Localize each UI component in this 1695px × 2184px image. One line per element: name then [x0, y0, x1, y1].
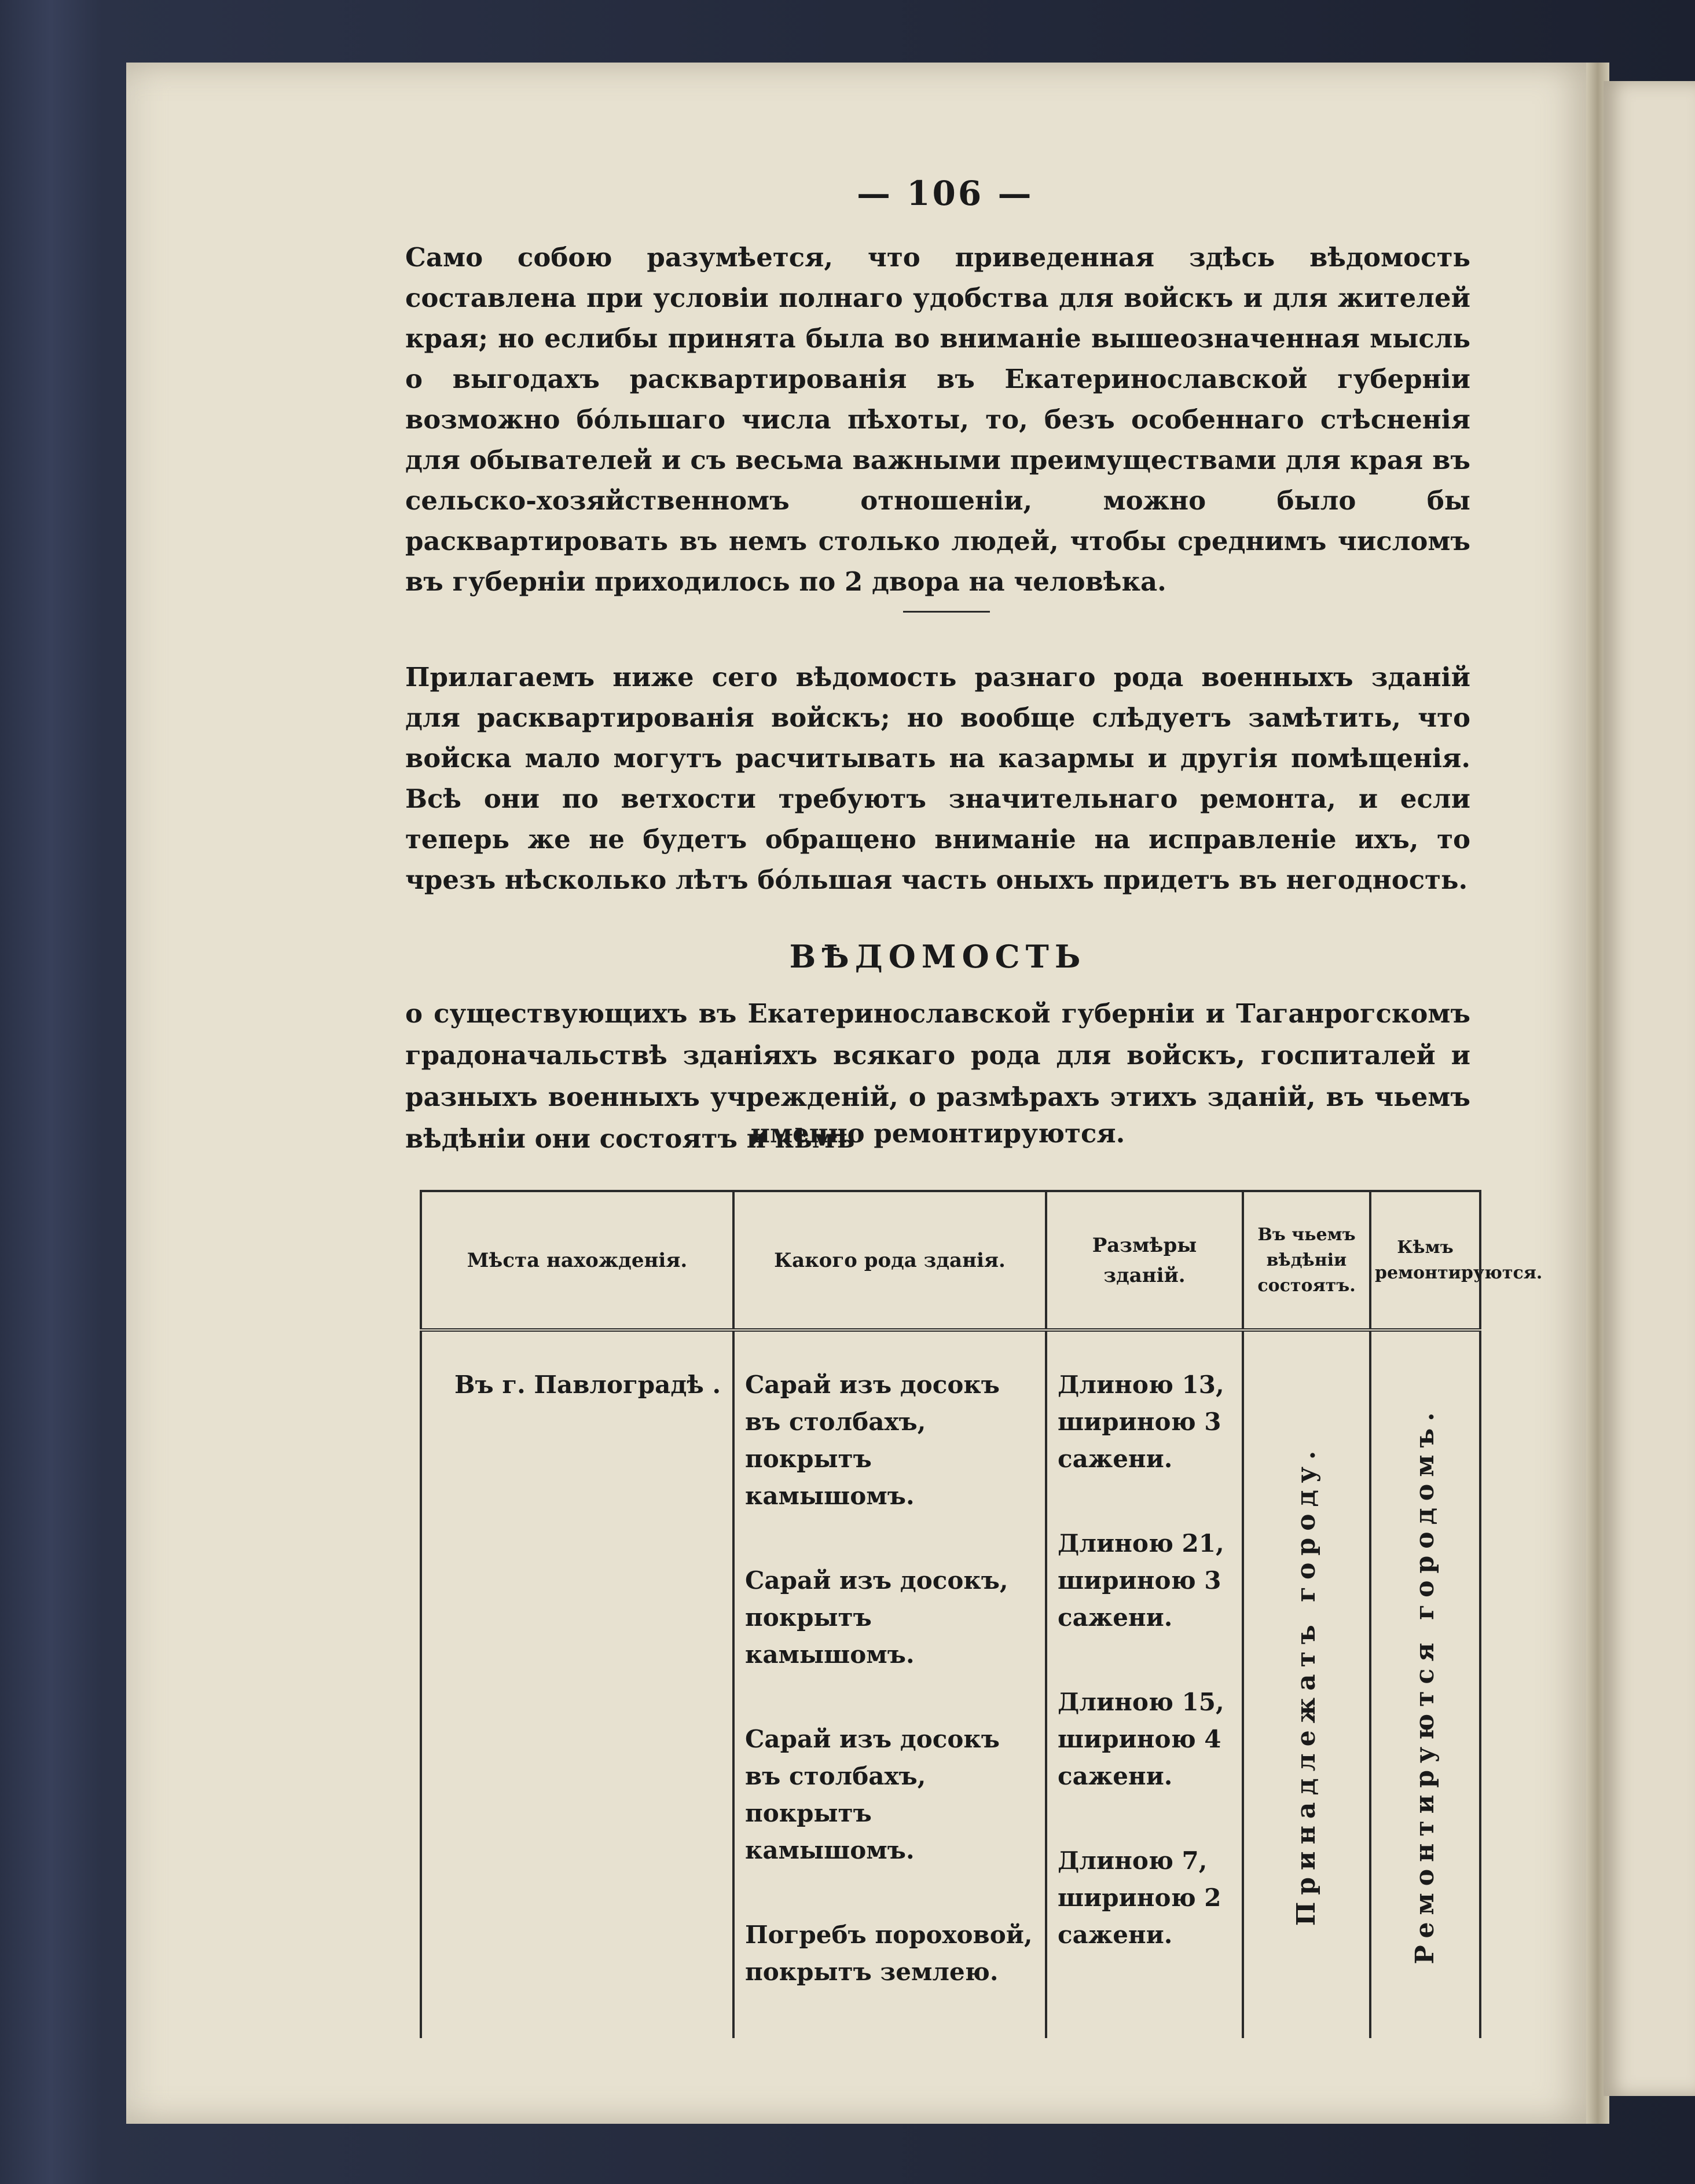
- building-type-1: Сарай изъ досокъ въ столбахъ, покрытъ камышомъ.: [745, 1371, 1000, 1510]
- buildings-table: [420, 1190, 1543, 2038]
- header-jurisdiction: Въ чьемъ вѣдѣніи состоятъ.: [1243, 1191, 1370, 1330]
- location-text: Въ г. Павлоградѣ .: [454, 1371, 721, 1399]
- building-size-2: Длиною 21, шириною 3 сажени.: [1058, 1529, 1224, 1632]
- page-number: — 106 —: [857, 174, 1034, 213]
- building-size-1: Длиною 13, шириною 3 сажени.: [1058, 1371, 1224, 1473]
- building-size-4: Длиною 7, шириною 2 сажени.: [1058, 1846, 1221, 1949]
- header-building-type: Какого рода зданія.: [733, 1191, 1046, 1330]
- cell-building-types: [733, 1330, 1046, 2038]
- document-heading: ВѢДОМОСТЬ: [789, 938, 1087, 975]
- building-size-3: Длиною 15, шириною 4 сажени.: [1058, 1688, 1224, 1790]
- table-row: [421, 1330, 1480, 2038]
- document-subtitle-end: именно ремонтируются.: [750, 1118, 1125, 1149]
- header-dimensions: Размѣры зданій.: [1046, 1191, 1243, 1330]
- building-type-4: Погребъ пороховой, покрытъ землею.: [745, 1921, 1033, 1986]
- header-location: Мѣста нахожденія.: [421, 1191, 733, 1330]
- cell-dimensions: [1046, 1330, 1243, 2038]
- document-subtitle: о существующихъ въ Екатеринославской губерніи и Таганрогскомъ градоначальствѣ зданіяхъ всякаго рода для войскъ, госпиталей и разныхъ военныхъ учрежденій, о размѣрахъ этихъ зданій, въ чьемъ вѣдѣніи они состоятъ и кѣмъ: [405, 998, 1470, 1154]
- cell-repair: [1370, 1330, 1480, 2038]
- building-type-2: Сарай изъ досокъ, покрытъ камышомъ.: [745, 1566, 1008, 1669]
- repair-text: Ремонтируются городомъ.: [1410, 1405, 1440, 1965]
- cell-jurisdiction: [1243, 1330, 1370, 2038]
- building-type-3: Сарай изъ досокъ въ столбахъ, покрытъ камышомъ.: [745, 1725, 1000, 1864]
- paragraph-2: Прилагаемъ ниже сего вѣдомость разнаго рода военныхъ зданій для расквартированія войскъ; но вообще слѣдуетъ замѣтить, что войска мало могутъ расчитывать на казармы и другія помѣщенія. Всѣ они по ветхости требуютъ значительнаго ремонта, и если теперь же не будетъ обращено вниманіе на исправленіе ихъ, то чрезъ нѣсколько лѣтъ бо́льшая часть оныхъ придетъ въ негодность.: [405, 662, 1470, 895]
- section-divider: [903, 611, 990, 613]
- paragraph-1: Само собою разумѣется, что приведенная здѣсь вѣдомость составлена при условіи полнаго удобства для войскъ и для жителей края; но еслибы принята была во вниманіе вышеозначенная мысль о выгодахъ расквартированія въ Екатеринославской губерніи возможно бо́льшаго числа пѣхоты, то, безъ особеннаго стѣсненія для обывателей и съ весьма важными преимуществами для края въ сельско-хозяйственномъ отношеніи, можно было бы расквартировать въ немъ столько людей, чтобы среднимъ числомъ въ губерніи приходилось по 2 двора на человѣка.: [405, 242, 1470, 597]
- header-repair: Кѣмъ ремонтируются.: [1370, 1191, 1480, 1330]
- cell-location: [421, 1330, 733, 2038]
- table-header-row: [421, 1191, 1480, 1330]
- jurisdiction-text: Принадлежатъ городу.: [1292, 1443, 1321, 1926]
- next-page-edge: [1604, 81, 1695, 2096]
